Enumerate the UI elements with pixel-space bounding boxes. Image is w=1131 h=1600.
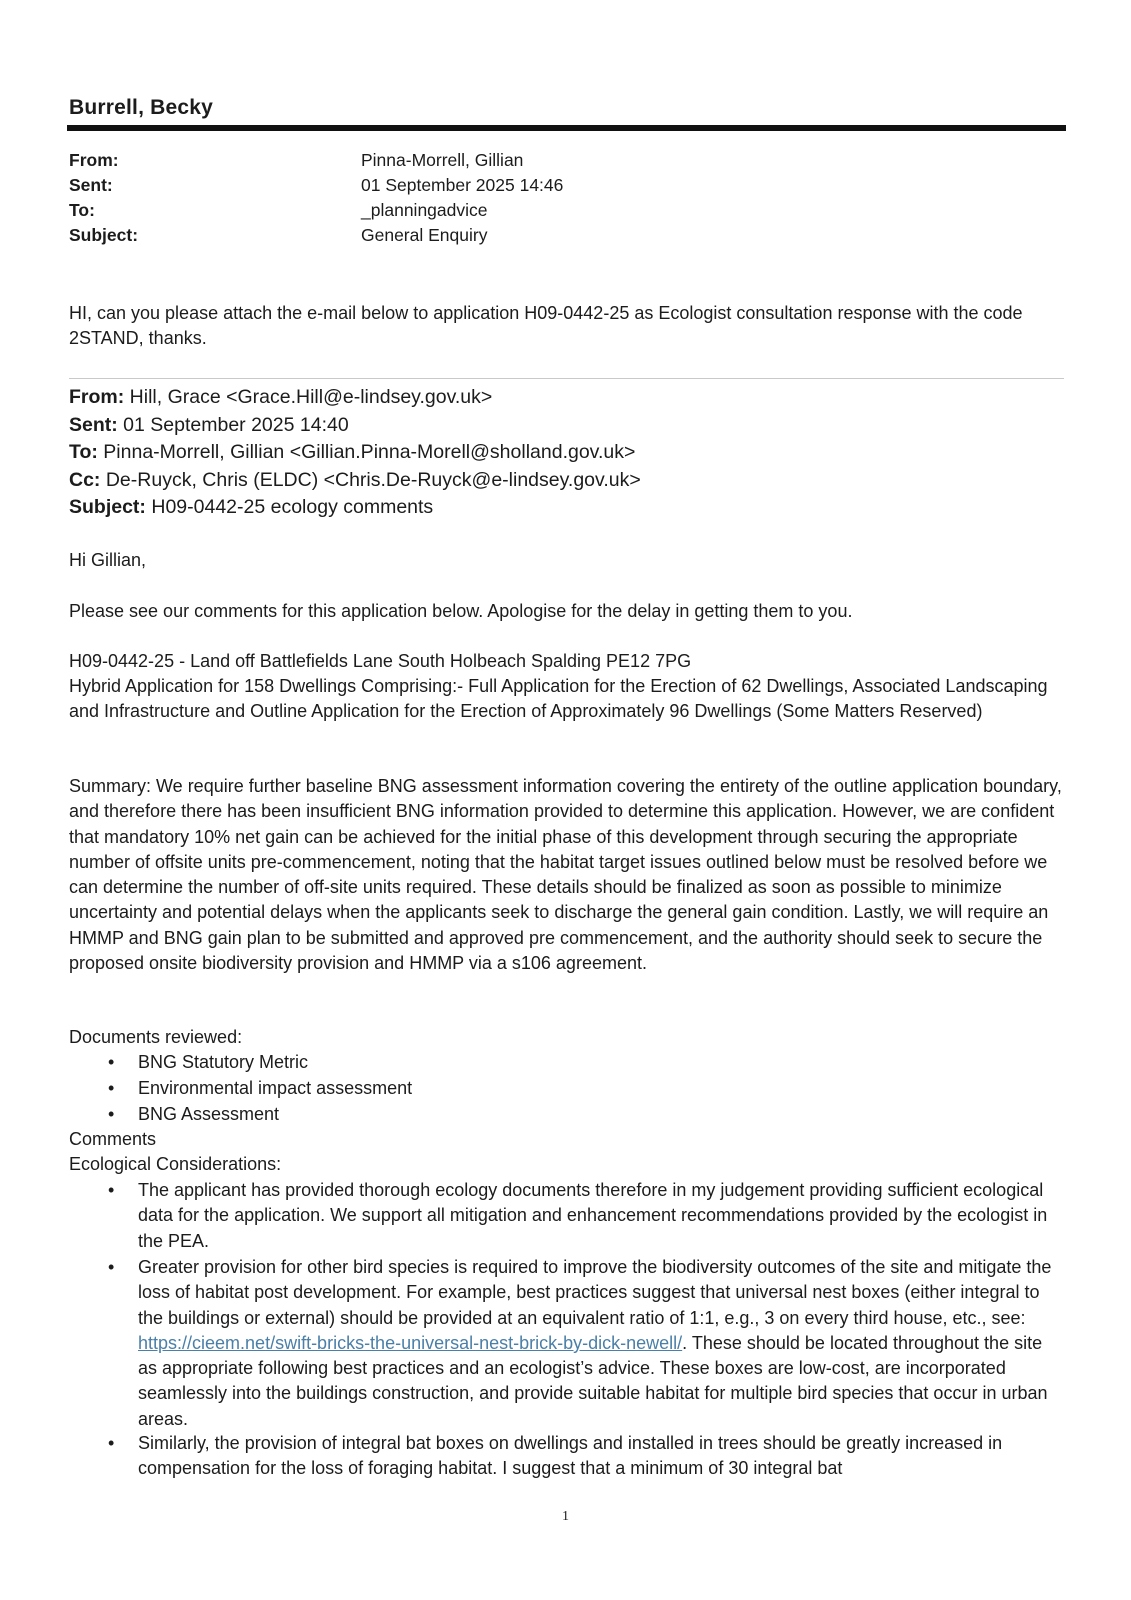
fwd-to-label: To:: [69, 441, 98, 463]
subject-label: Subject:: [69, 225, 139, 245]
consideration-text: [138, 1255, 1064, 1432]
application-description: Hybrid Application for 158 Dwellings Comprising:- Full Application for the Erection of 62 Dwellings, Associated Landscaping and Infrastructure and Outline Application for the Erection of Approximately 96 Dwellings (Some Matters Reserved): [69, 676, 1048, 722]
document-name: BNG Assessment: [138, 1104, 280, 1124]
fwd-subject-value: H09-0442-25 ecology comments: [151, 496, 434, 518]
fwd-sent-value: 01 September 2025 14:40: [123, 413, 349, 436]
bullet-icon: •: [108, 1180, 115, 1200]
fwd-subject-label: Subject:: [69, 496, 146, 518]
fwd-sent-row: [69, 412, 349, 440]
summary-paragraph: Summary: We require further baseline BNG assessment information covering the entirety of the outline application boundary, and therefore there has been insufficient BNG information provided to determine this application. However, we are confident that mandatory 10% net gain can be achieved for the initial phase of this development through securing the appropriate number of offsite units pre-commencement, noting that the habitat target issues outlined below must be resolved before we can determine the number of off-site units required. These details should be finalized as soon as possible to minimize uncertainty and potential delays when the applicants seek to discharge the general gain condition. Lastly, we will require an HMMP and BNG gain plan to be submitted and approved pre commencement, and the authority should seek to secure the proposed onsite biodiversity provision and HMMP via a s106 agreement.: [69, 776, 1062, 974]
documents-heading: Documents reviewed:: [69, 1027, 243, 1047]
fwd-from-row: [69, 384, 492, 412]
mailbox-owner: Burrell, Becky: [69, 96, 214, 119]
consideration-text: Similarly, the provision of integral bat boxes on dwellings and installed in trees should be greatly increased in compensation for the loss of foraging habitat. I suggest that a minimum of 30 integral bat: [138, 1433, 1003, 1479]
bullet-icon: •: [108, 1078, 115, 1098]
cieem-swift-bricks-link[interactable]: https://cieem.net/swift-bricks-the-universal-nest-brick-by-dick-newell/: [138, 1332, 683, 1353]
bullet-icon: •: [108, 1104, 115, 1124]
document-name: BNG Statutory Metric: [138, 1052, 309, 1072]
greeting: Hi Gillian,: [69, 550, 147, 570]
outer-email-body: HI, can you please attach the e-mail below to application H09-0442-25 as Ecologist consultation response with the code 2STAND, thanks.: [69, 303, 1023, 349]
bullet-icon: •: [108, 1433, 115, 1453]
fwd-cc-value: De-Ruyck, Chris (ELDC) <Chris.De-Ruyck@e-lindsey.gov.uk>: [105, 468, 641, 491]
ecological-considerations-heading: Ecological Considerations:: [69, 1154, 282, 1174]
consideration-text-part: . These should be located throughout the site as appropriate following best practices and an ecologist’s advice. These boxes are low-cost, are incorporated seamlessly into the buildings construction, and provide suitable habitat for multiple bird species that occur in urban areas.: [138, 1332, 1048, 1429]
page-number: 1: [562, 1509, 569, 1524]
fwd-cc-row: [69, 467, 641, 495]
document-name: Environmental impact assessment: [138, 1078, 413, 1098]
from-value: Pinna-Morrell, Gillian: [361, 150, 524, 170]
sent-value: 01 September 2025 14:46: [361, 175, 564, 195]
comments-heading: Comments: [69, 1129, 157, 1149]
to-value: _planningadvice: [361, 200, 488, 220]
fwd-cc-label: Cc:: [69, 468, 101, 491]
fwd-from-label: From:: [69, 386, 125, 408]
intro-paragraph: Please see our comments for this application below. Apologise for the delay in getting them to you.: [69, 601, 853, 621]
from-label: From:: [69, 150, 119, 170]
fwd-to-value: Pinna-Morrell, Gillian <Gillian.Pinna-Morell@sholland.gov.uk>: [103, 441, 636, 463]
forward-separator: [69, 378, 1064, 379]
bullet-icon: •: [108, 1257, 115, 1277]
application-reference: H09-0442-25 - Land off Battlefields Lane South Holbeach Spalding PE12 7PG: [69, 651, 692, 671]
consideration-text: The applicant has provided thorough ecology documents therefore in my judgement providing sufficient ecological data for the application. We support all mitigation and enhancement recommendations provided by the ecologist in the PEA.: [138, 1180, 1048, 1251]
consideration-text-part: Greater provision for other bird species is required to improve the biodiversity outcomes of the site and mitigate the loss of habitat post development. For example, best practices suggest that universal nest boxes (either integral to the buildings or external) should be provided at an equivalent ratio of 1:1, e.g., 3 on every third house, etc., see:: [138, 1257, 1052, 1328]
fwd-subject-row: [69, 494, 433, 522]
sent-label: Sent:: [69, 175, 113, 195]
bullet-icon: •: [108, 1052, 115, 1072]
fwd-from-value: Hill, Grace <Grace.Hill@e-lindsey.gov.uk>: [129, 386, 493, 408]
to-label: To:: [69, 200, 95, 220]
subject-value: General Enquiry: [361, 225, 488, 245]
fwd-sent-label: Sent:: [69, 413, 118, 436]
header-rule: [67, 125, 1066, 131]
fwd-to-row: [69, 439, 635, 467]
